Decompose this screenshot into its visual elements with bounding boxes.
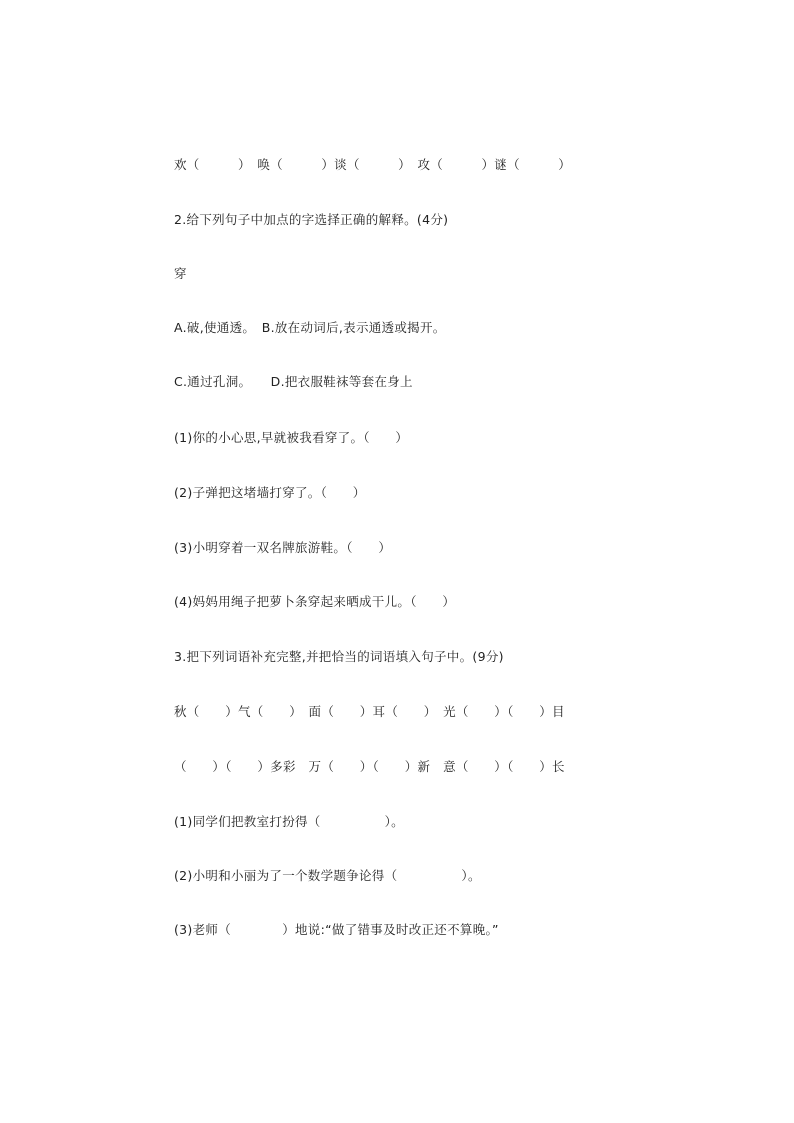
sentence-1: (1)你的小心思,早就被我看穿了。（ ） [174, 430, 409, 445]
sentence-4: (4)妈妈用绳子把萝卜条穿起来晒成干儿。（ ） [174, 594, 456, 609]
idiom-row-2: （ ）（ ）多彩 万（ ）（ ）新 意（ ）（ ）长 [174, 759, 565, 774]
line-char-brackets: 欢（ ） 唤（ ）谈（ ） 攻（ ）谜（ ） [174, 157, 572, 172]
option-cd: C.通过孔洞。 D.把衣服鞋袜等套在身上 [174, 374, 413, 389]
fill-sentence-3: (3)老师（ ）地说:“做了错事及时改正还不算晚。” [174, 922, 499, 937]
idiom-row-1: 秋（ ）气（ ） 面（ ）耳（ ） 光（ ）（ ）目 [174, 704, 565, 719]
sentence-3: (3)小明穿着一双名牌旅游鞋。（ ） [174, 540, 392, 555]
sentence-2: (2)子弹把这堵墙打穿了。（ ） [174, 485, 366, 500]
fill-sentence-1: (1)同学们把教室打扮得（ ）。 [174, 814, 404, 829]
target-character: 穿 [174, 266, 187, 281]
option-ab: A.破,使通透。 B.放在动词后,表示通透或揭开。 [174, 320, 446, 335]
question-3-heading: 3.把下列词语补充完整,并把恰当的词语填入句子中。(9分) [174, 649, 504, 664]
fill-sentence-2: (2)小明和小丽为了一个数学题争论得（ ）。 [174, 868, 481, 883]
question-2-heading: 2.给下列句子中加点的字选择正确的解释。(4分) [174, 212, 449, 227]
